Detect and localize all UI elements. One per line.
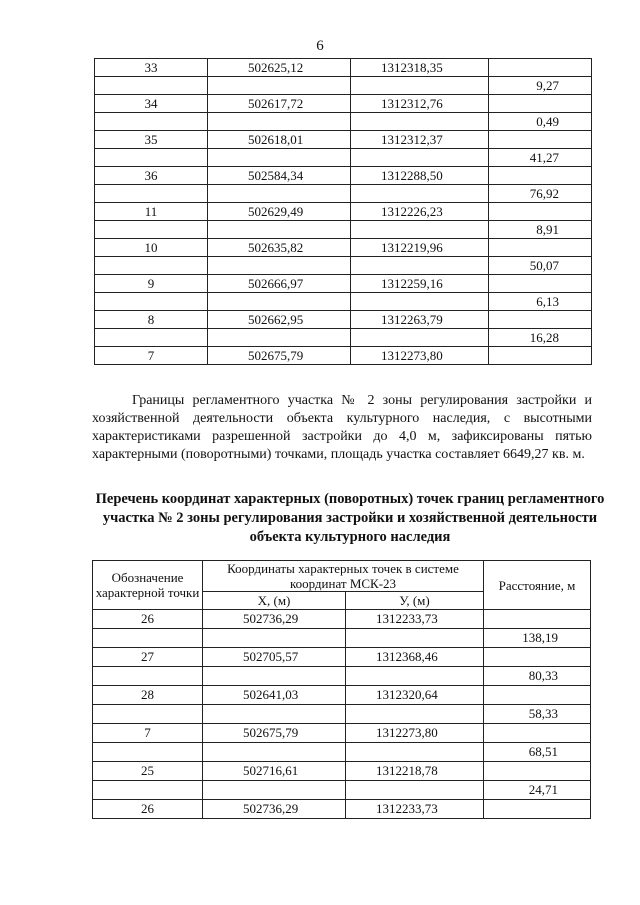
table-row: [95, 329, 592, 347]
y-cell: [351, 329, 489, 347]
x-cell: 502635,82: [208, 239, 351, 257]
distance-cell: [484, 686, 591, 705]
y-cell: [351, 113, 489, 131]
y-cell: [351, 257, 489, 275]
y-cell: 1312233,73: [346, 800, 484, 819]
x-cell: 502716,61: [203, 762, 346, 781]
distance-cell: [489, 239, 592, 257]
table-row: [95, 293, 592, 311]
point-cell: [95, 329, 208, 347]
y-cell: [346, 705, 484, 724]
y-cell: 1312226,23: [351, 203, 489, 221]
y-cell: [346, 781, 484, 800]
x-cell: 502617,72: [208, 95, 351, 113]
point-cell: 11: [95, 203, 208, 221]
table-row: [95, 275, 592, 293]
section-heading: Перечень координат характерных (поворотных) точек границ регламентного участка № 2 зоны регулирования застройки и хозяйственной деятельности объекта культурного наследия: [95, 491, 605, 545]
distance-cell: 16,28: [489, 329, 592, 347]
table-row: [95, 59, 592, 77]
distance-cell: [489, 131, 592, 149]
distance-cell: [489, 95, 592, 113]
distance-cell: 68,51: [484, 743, 591, 762]
x-cell: 502641,03: [203, 686, 346, 705]
header-x: X, (м): [203, 592, 346, 610]
distance-cell: [484, 724, 591, 743]
distance-cell: [484, 762, 591, 781]
y-cell: 1312288,50: [351, 167, 489, 185]
x-cell: 502584,34: [208, 167, 351, 185]
header-distance: Расстояние, м: [484, 561, 591, 610]
point-cell: [95, 257, 208, 275]
point-cell: [93, 743, 203, 762]
point-cell: 26: [93, 800, 203, 819]
x-cell: [203, 781, 346, 800]
table-row: [95, 311, 592, 329]
x-cell: 502666,97: [208, 275, 351, 293]
table-row: [93, 648, 591, 667]
table-row: [95, 203, 592, 221]
header-point: Обозначение характерной точки: [93, 561, 203, 610]
table-row: [93, 686, 591, 705]
y-cell: 1312312,76: [351, 95, 489, 113]
distance-cell: [489, 59, 592, 77]
point-cell: [93, 629, 203, 648]
header-y: У, (м): [346, 592, 484, 610]
table-row: [95, 131, 592, 149]
point-cell: [95, 185, 208, 203]
x-cell: [203, 705, 346, 724]
distance-cell: 24,71: [484, 781, 591, 800]
point-cell: 33: [95, 59, 208, 77]
point-cell: [93, 781, 203, 800]
x-cell: 502629,49: [208, 203, 351, 221]
table-row: [93, 610, 591, 629]
point-cell: 7: [95, 347, 208, 365]
y-cell: [351, 221, 489, 239]
x-cell: 502675,79: [208, 347, 351, 365]
point-cell: 10: [95, 239, 208, 257]
x-cell: 502736,29: [203, 800, 346, 819]
x-cell: [208, 293, 351, 311]
table-row: [93, 629, 591, 648]
table-row: [93, 705, 591, 724]
point-cell: 9: [95, 275, 208, 293]
point-cell: [95, 293, 208, 311]
distance-cell: 41,27: [489, 149, 592, 167]
y-cell: [351, 149, 489, 167]
distance-cell: 80,33: [484, 667, 591, 686]
page-number: 6: [316, 38, 324, 54]
point-cell: 35: [95, 131, 208, 149]
distance-cell: [484, 648, 591, 667]
distance-cell: [489, 203, 592, 221]
table-row: [93, 781, 591, 800]
x-cell: [203, 629, 346, 648]
point-cell: 27: [93, 648, 203, 667]
table-row: [95, 257, 592, 275]
point-cell: 7: [93, 724, 203, 743]
x-cell: 502625,12: [208, 59, 351, 77]
x-cell: [208, 185, 351, 203]
y-cell: [351, 185, 489, 203]
x-cell: [208, 221, 351, 239]
boundary-description-paragraph: Границы регламентного участка № 2 зоны регулирования застройки и хозяйственной деятельности объекта культурного наследия, с высотными характеристиками разрешенной застройки до 4,0 м, зафиксированы пятью характерными (поворотными) точками, площадь участка составляет 6649,27 кв. м.: [92, 393, 592, 462]
distance-cell: 9,27: [489, 77, 592, 95]
table-row: [93, 667, 591, 686]
y-cell: [351, 77, 489, 95]
y-cell: [346, 667, 484, 686]
y-cell: 1312273,80: [351, 347, 489, 365]
y-cell: 1312218,78: [346, 762, 484, 781]
x-cell: [203, 743, 346, 762]
point-cell: 25: [93, 762, 203, 781]
x-cell: [208, 113, 351, 131]
distance-cell: [484, 800, 591, 819]
point-cell: 36: [95, 167, 208, 185]
table-row: [95, 239, 592, 257]
table-row: [93, 743, 591, 762]
distance-cell: 6,13: [489, 293, 592, 311]
y-cell: 1312320,64: [346, 686, 484, 705]
header-coords: Координаты характерных точек в системе координат МСК-23: [203, 561, 484, 592]
x-cell: [208, 149, 351, 167]
table-row: [93, 800, 591, 819]
distance-cell: 138,19: [484, 629, 591, 648]
y-cell: 1312318,35: [351, 59, 489, 77]
point-cell: [93, 667, 203, 686]
distance-cell: 0,49: [489, 113, 592, 131]
x-cell: [203, 667, 346, 686]
y-cell: [346, 629, 484, 648]
table-row: [95, 113, 592, 131]
x-cell: [208, 77, 351, 95]
point-cell: 26: [93, 610, 203, 629]
y-cell: 1312219,96: [351, 239, 489, 257]
table-row: [95, 95, 592, 113]
point-cell: 28: [93, 686, 203, 705]
table-row: [95, 221, 592, 239]
y-cell: 1312233,73: [346, 610, 484, 629]
distance-cell: [489, 347, 592, 365]
y-cell: 1312259,16: [351, 275, 489, 293]
coordinates-table-continued: [94, 58, 592, 365]
y-cell: 1312312,37: [351, 131, 489, 149]
coordinates-table-area-2: [92, 560, 591, 819]
distance-cell: [489, 311, 592, 329]
x-cell: 502705,57: [203, 648, 346, 667]
point-cell: 8: [95, 311, 208, 329]
x-cell: 502675,79: [203, 724, 346, 743]
table-row: [93, 724, 591, 743]
x-cell: [208, 329, 351, 347]
distance-cell: [484, 610, 591, 629]
point-cell: [95, 221, 208, 239]
y-cell: 1312273,80: [346, 724, 484, 743]
point-cell: [93, 705, 203, 724]
y-cell: 1312263,79: [351, 311, 489, 329]
table-row: [95, 149, 592, 167]
x-cell: [208, 257, 351, 275]
table-row: [95, 77, 592, 95]
y-cell: 1312368,46: [346, 648, 484, 667]
x-cell: 502736,29: [203, 610, 346, 629]
table-row: [93, 762, 591, 781]
table-row: [95, 347, 592, 365]
y-cell: [346, 743, 484, 762]
table-row: [95, 167, 592, 185]
distance-cell: 76,92: [489, 185, 592, 203]
distance-cell: [489, 167, 592, 185]
x-cell: 502662,95: [208, 311, 351, 329]
distance-cell: 8,91: [489, 221, 592, 239]
distance-cell: 50,07: [489, 257, 592, 275]
table-row: [95, 185, 592, 203]
point-cell: [95, 113, 208, 131]
point-cell: [95, 77, 208, 95]
x-cell: 502618,01: [208, 131, 351, 149]
distance-cell: [489, 275, 592, 293]
y-cell: [351, 293, 489, 311]
point-cell: [95, 149, 208, 167]
distance-cell: 58,33: [484, 705, 591, 724]
point-cell: 34: [95, 95, 208, 113]
